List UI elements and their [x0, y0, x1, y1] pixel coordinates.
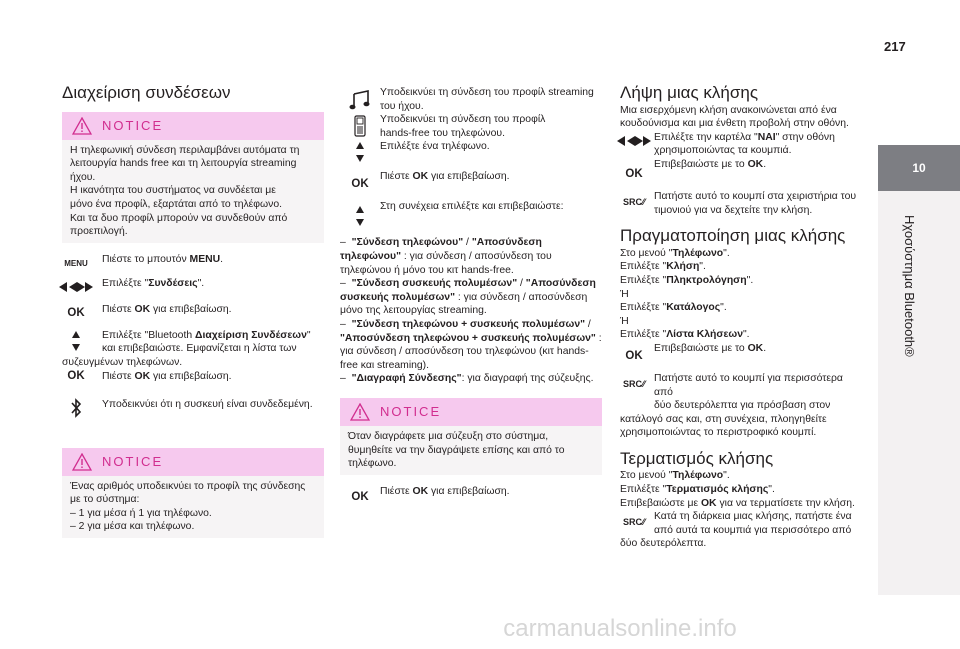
section-title-connections: Διαχείριση συνδέσεων: [62, 83, 231, 102]
notice-heading: NOTICE: [380, 404, 442, 420]
ok-button-icon: OK: [625, 167, 643, 180]
up-down-arrows-icon: [355, 204, 365, 228]
phone-icon: [354, 115, 366, 137]
notice-line: – 1 για μέσα ή 1 για τηλέφωνο.: [70, 507, 212, 519]
select-yes-row: Επιλέξτε την καρτέλα "NAI" στην οθόνη χρησιμοποιώντας τα κουμπιά.: [620, 131, 860, 158]
chapter-title-text: Ηχοσύστημα Bluetooth®: [902, 215, 917, 357]
music-note-icon: [349, 90, 371, 110]
section-title-end-call: Τερματισμός κλήσης: [620, 448, 774, 468]
ok-row: OK Πιέστε OK για επιβεβαίωση.: [340, 170, 602, 200]
section-title-make-call: Πραγματοποίηση μιας κλήσης: [620, 226, 846, 246]
confirm-ok-row-2: OK Επιβεβαιώστε με το OK.: [620, 342, 860, 368]
option-item: – "Σύνδεση τηλεφώνου + συσκευής πολυμέσων" / "Αποσύνδεση τηλεφώνου + συσκευής πολυμέσων" : για σύνδεση / αποσύνδεση του τηλεφώνου (κιτ hands-free και streaming).: [340, 318, 602, 371]
music-profile-row: Υποδεικνύει τη σύνδεση του προφίλ streaming του ήχου.: [340, 86, 602, 113]
watermark: carmanualsonline.info: [503, 615, 737, 642]
confirm-ok-row: OK Επιβεβαιώστε με το OK.: [620, 158, 860, 188]
step-ok: OK Πιέστε OK για επιβεβαίωση.: [62, 303, 324, 329]
src-steering-button-icon: SRC⁄⁄: [622, 196, 645, 207]
notice-heading: NOTICE: [102, 453, 164, 469]
step-menu: MENU Πιέστε το μπουτόν MENU.: [62, 253, 324, 277]
notice-line: – 2 για μέσα και τηλέφωνο.: [70, 521, 195, 533]
ok-button-icon: OK: [351, 490, 369, 503]
step-bluetooth-connected: Υποδεικνύει ότι η συσκευή είναι συνδεδεμένη.: [62, 398, 324, 428]
steering-accept-row: SRC⁄⁄ Πατήστε αυτό το κουμπί στα χειριστήρια του τιμονιού για να δεχτείτε την κλήση.: [622, 190, 857, 216]
column-2: [340, 86, 602, 513]
chapter-number-tab[interactable]: 10: [878, 145, 960, 191]
step-bluetooth-manage: Επιλέξτε "Bluetooth Διαχείριση Συνδέσεων" και επιβεβαιώστε. Εμφανίζεται η λίστα των: [62, 329, 324, 356]
ok-button-icon: OK: [67, 369, 85, 382]
left-right-arrows-icon: [59, 281, 93, 293]
section-title-receive-call: Λήψη μιας κλήσης: [620, 83, 759, 102]
menu-button-icon: MENU: [64, 258, 88, 268]
warning-icon: [72, 117, 92, 135]
select-confirm-row: Στη συνέχεια επιλέξτε και επιβεβαιώστε:: [340, 200, 602, 236]
options-list: [340, 236, 602, 386]
notice-line: Ένας αριθμός υποδεικνύει το προφίλ της σύνδεσης: [70, 480, 306, 492]
steering-end-row: SRC⁄⁄ Κατά τη διάρκεια μιας κλήσης, πατήστε ένα από αυτά τα κουμπιά για περισσότερο από: [622, 511, 852, 536]
page-number: 217: [884, 39, 906, 54]
up-down-arrows-icon: [355, 140, 365, 164]
left-right-arrows-icon: [617, 135, 651, 147]
notice-line: Όταν διαγράφετε μια σύζευξη στο σύστημα,: [348, 430, 549, 442]
notice-line: θυμηθείτε να την διαγράψετε επίσης και από το: [348, 444, 565, 456]
notice-box-2: [62, 448, 324, 538]
notice-line: Η τηλεφωνική σύνδεση περιλαμβάνει αυτόματα τη: [70, 144, 300, 156]
notice-box-1: [62, 112, 324, 243]
option-item: – "Διαγραφή Σύνδεσης": για διαγραφή της σύζευξης.: [340, 373, 594, 385]
step-ok-2: OK Πιέστε OK για επιβεβαίωση.: [62, 370, 324, 392]
ok-button-icon: OK: [351, 178, 369, 191]
notice-line: Η ικανότητα του συστήματος να συνδέεται με: [70, 185, 276, 197]
bluetooth-icon: [70, 398, 82, 418]
option-item: – "Σύνδεση τηλεφώνου" / "Αποσύνδεση τηλεφώνου" : για σύνδεση / αποσύνδεση του τηλεφώνου ή μόνο του κιτ hands-free.: [340, 237, 552, 276]
src-steering-button-icon: SRC⁄⁄: [622, 517, 645, 528]
ok-row-2: OK Πιέστε OK για επιβεβαίωση.: [340, 485, 602, 513]
notice-line: προεπιλογή.: [70, 226, 128, 238]
column-1: [62, 83, 324, 538]
ok-button-icon: OK: [625, 349, 643, 362]
notice-line: ήχου.: [70, 171, 96, 183]
phone-profile-row: Υποδεικνύει τη σύνδεση του προφίλ hands-free του τηλεφώνου.: [340, 113, 602, 140]
src-steering-button-icon: SRC⁄⁄: [622, 378, 645, 389]
notice-line: λειτουργία hands free και τη λειτουργία streaming: [70, 158, 297, 170]
make-call-steps: Στο μενού "Τηλέφωνο". Επιλέξτε "Κλήση". Επιλέξτε "Πληκτρολόγηση". Ή Επιλέξτε "Κατάλογος". Ή Επιλέξτε "Λίστα Κλήσεων".: [620, 247, 754, 341]
end-call-steps: Στο μενού "Τηλέφωνο". Επιλέξτε "Τερματισμός κλήσης". Επιβεβαιώστε με OK για να τερματίσετε την κλήση.: [620, 470, 855, 509]
up-down-arrows-icon: [71, 329, 81, 353]
notice-line: Και τα δυο προφίλ μπορούν να συνδεθούν από: [70, 212, 288, 224]
warning-icon: [350, 403, 370, 421]
select-phone-row: Επιλέξτε ένα τηλέφωνο.: [340, 140, 602, 164]
column-3: Λήψη μιας κλήσης Μια εισερχόμενη κλήση ανακοινώνεται από ένα κουδούνισμα και μια ένθετη προβολή στην οθόνη. Επιλέξτε την καρτέλα "NAI" στην οθόνη χρησιμοποιώντας τα κουμπιά. OK Επιβεβαιώστε με το OK. SRC⁄⁄ Πατήστε αυτό το κουμπί στα χειριστήρια του τιμονιού για να δεχτείτε την κλήση. Πραγματοποίηση μιας κλήσης Στο μενού "Τηλέφωνο". Επιλέξτε "Κλήση". Επιλέξτε "Πληκτρολόγηση". Ή Επιλέξτε "Κατάλογος". Ή Επιλέξτε "Λίστα Κλήσεων". OK Επιβεβαιώστε με το OK. SRC⁄⁄ Πατήστε αυτό το κουμπί για περισσότερα από δύο δευτερόλεπτα για πρόσβαση στον κατάλογό σας και, στη συνέχεια, πλοηγηθείτε χρησιμοποιώντας το περιστροφικό κουμπί. Τερματισμός κλήσης Στο μενού "Τηλέφωνο". Επιλέξτε "Τερματισμός κλήσης". Επιβεβαιώστε με OK για να τερματίσετε την κλήση. SRC⁄⁄ Κατά τη διάρκεια μιας κλήσης, πατήστε ένα από αυτά τα κουμπιά για περισσότερο από δύο δευτερόλεπτα.: [620, 86, 860, 551]
notice-line: μόνο ένα προφίλ, εξαρτάται από το τηλέφωνο.: [70, 198, 283, 210]
notice-box-3: [340, 398, 602, 475]
notice-heading: NOTICE: [102, 117, 164, 133]
steering-contacts-row: SRC⁄⁄ Πατήστε αυτό το κουμπί για περισσότερα από δύο δευτερόλεπτα για πρόσβαση στον: [622, 372, 843, 412]
notice-line: τηλέφωνο.: [348, 458, 397, 470]
step-text: συζευγμένων τηλεφώνων.: [62, 356, 183, 368]
option-item: – "Σύνδεση συσκευής πολυμέσων" / "Αποσύνδεση συσκευής πολυμέσων" : για σύνδεση / αποσύνδεση μόνο της λειτουργίας streaming.: [340, 278, 596, 317]
ok-button-icon: OK: [67, 306, 85, 319]
warning-icon: [72, 453, 92, 471]
chapter-title: [902, 215, 925, 575]
step-select-connections: Επιλέξτε "Συνδέσεις".: [62, 277, 324, 303]
notice-line: με το σύστημα:: [70, 494, 140, 506]
